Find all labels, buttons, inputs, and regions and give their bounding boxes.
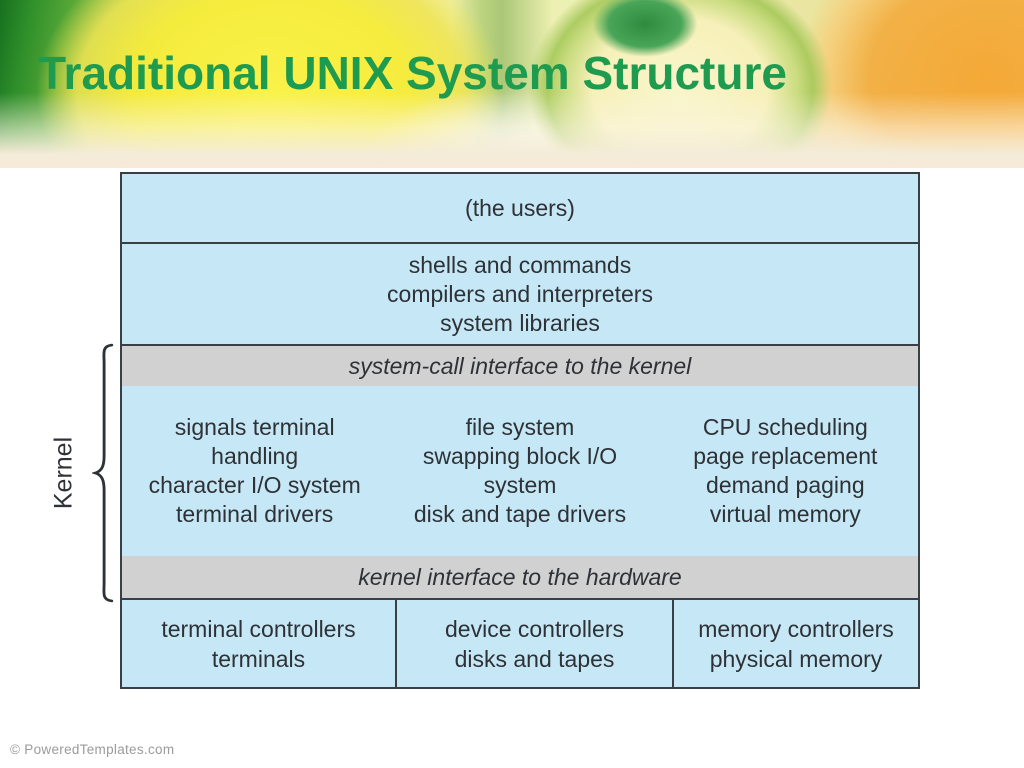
hardware-line: disks and tapes — [454, 645, 615, 672]
layer-hardware — [122, 600, 918, 687]
kernel-line: file system — [465, 414, 575, 440]
kernel-line: swapping block I/O — [422, 443, 618, 469]
layer-kernel — [122, 386, 918, 556]
kernel-line: system — [483, 472, 557, 498]
hardware-line: terminals — [211, 645, 306, 672]
kernel-line: character I/O system — [148, 472, 361, 498]
hardware-cell-devices — [395, 600, 672, 687]
syscall-interface-bar — [122, 346, 918, 386]
kernel-label: Kernel — [49, 436, 78, 510]
kernel-column-terminal — [122, 386, 387, 556]
hardware-interface-bar — [122, 556, 918, 600]
hardware-line: terminal controllers — [161, 615, 356, 642]
copyright-text: © PoweredTemplates.com — [10, 742, 175, 757]
syscall-bar-label: system-call interface to the kernel — [348, 352, 692, 379]
unix-structure-diagram — [120, 172, 920, 689]
kernel-line: virtual memory — [709, 501, 861, 527]
hardware-line: memory controllers — [698, 615, 894, 642]
users-label: (the users) — [465, 194, 575, 221]
shells-line: compilers and interpreters — [387, 280, 653, 307]
hardware-line: physical memory — [709, 645, 883, 672]
kernel-line: disk and tape drivers — [413, 501, 627, 527]
kernel-line: CPU scheduling — [702, 414, 868, 440]
kernel-line: signals terminal — [174, 414, 335, 440]
hardware-cell-memory — [672, 600, 918, 687]
kernel-line: page replacement — [693, 443, 878, 469]
kernel-column-memory — [653, 386, 918, 556]
curly-brace-icon — [92, 343, 114, 603]
hardware-line: device controllers — [445, 615, 624, 642]
kernel-line: handling — [211, 443, 299, 469]
page-title: Traditional UNIX System Structure — [38, 47, 787, 99]
shells-line: system libraries — [440, 309, 600, 336]
layer-shells — [122, 244, 918, 346]
shells-line: shells and commands — [408, 251, 632, 278]
layer-users — [122, 174, 918, 244]
kernel-line: terminal drivers — [176, 501, 334, 527]
hardware-bar-label: kernel interface to the hardware — [358, 563, 682, 590]
kernel-line: demand paging — [706, 472, 865, 498]
hardware-cell-terminals — [122, 600, 395, 687]
kernel-column-filesystem — [387, 386, 652, 556]
